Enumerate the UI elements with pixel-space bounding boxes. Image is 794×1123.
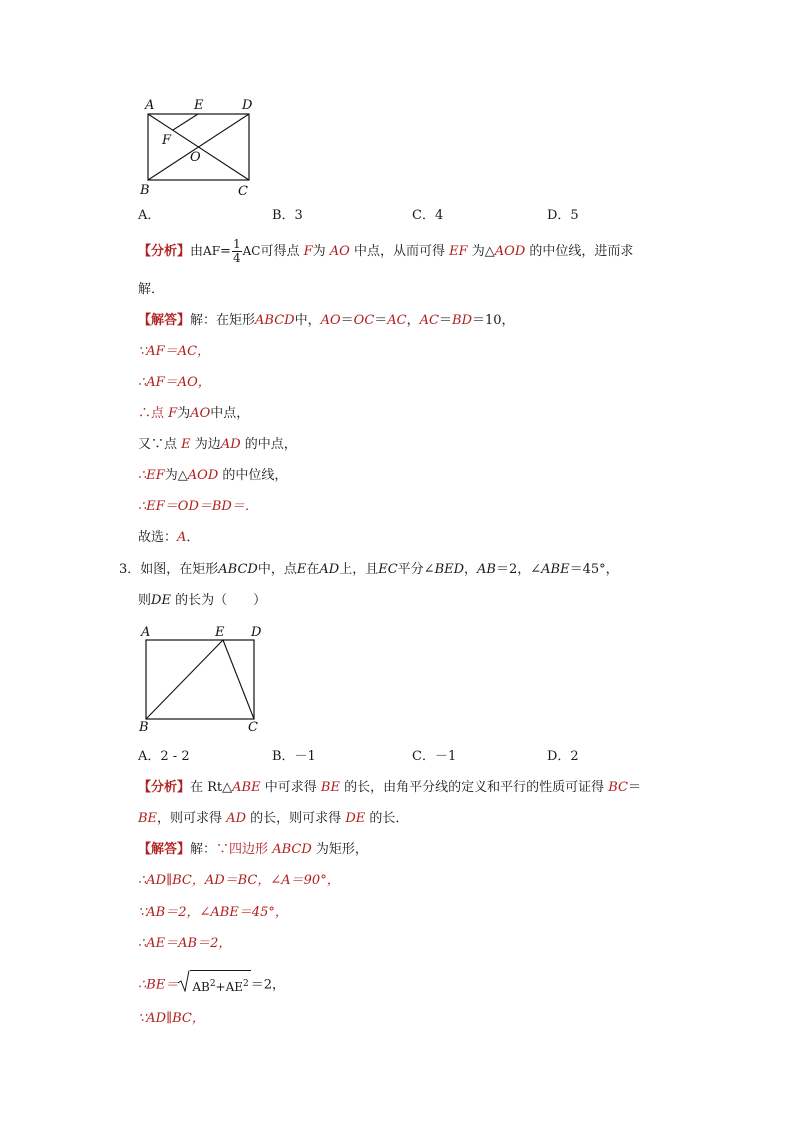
fraction-one-quarter bbox=[232, 238, 242, 264]
label-c: C bbox=[238, 184, 248, 199]
square-root bbox=[178, 970, 250, 1000]
segment-ef bbox=[173, 114, 198, 130]
text: 为 bbox=[177, 406, 191, 421]
figure-rectangle-diagonals bbox=[138, 96, 268, 200]
var: ABCD bbox=[218, 562, 258, 577]
text: 可得点 bbox=[260, 244, 300, 259]
var: EC bbox=[378, 562, 398, 577]
text: ， bbox=[406, 313, 420, 328]
q2-solution-line5 bbox=[138, 438, 297, 451]
var: E bbox=[296, 562, 307, 577]
solution-tag: 【解答】 bbox=[138, 842, 191, 857]
text: 为矩形， bbox=[315, 842, 368, 857]
radicand-ae: +AE bbox=[215, 980, 244, 994]
var: AC bbox=[419, 313, 439, 328]
text: ． bbox=[186, 530, 200, 545]
text: ＝ bbox=[628, 780, 642, 795]
label-b: B bbox=[139, 720, 149, 734]
eq: = bbox=[220, 244, 231, 259]
text: 解： bbox=[190, 842, 217, 857]
text: 的长． bbox=[369, 811, 409, 826]
label-a: A bbox=[145, 98, 155, 113]
var: AD bbox=[220, 437, 241, 452]
text: ＝ bbox=[374, 313, 388, 328]
label-a: A bbox=[141, 625, 151, 640]
af: AF bbox=[203, 244, 221, 258]
text: ＝2，∠ bbox=[496, 562, 542, 577]
var: ABE bbox=[232, 780, 261, 795]
label-b: B bbox=[140, 183, 150, 198]
label-e: E bbox=[194, 98, 204, 113]
var-f: F bbox=[303, 244, 313, 259]
q2-solution-line4 bbox=[138, 407, 249, 420]
var: ∴EF bbox=[138, 468, 165, 483]
text: 解：在矩形 bbox=[190, 313, 256, 328]
label-d: D bbox=[242, 98, 253, 113]
q3-option-a[interactable]: A．2 - 2 bbox=[138, 749, 190, 764]
q2-analysis-line1 bbox=[138, 238, 633, 265]
text: 中， bbox=[294, 313, 321, 328]
var: BD bbox=[452, 313, 472, 328]
figure-rectangle-triangle bbox=[134, 622, 268, 734]
text: 如图，在矩形 bbox=[140, 562, 219, 577]
q3-stem-line2 bbox=[138, 594, 266, 607]
var: ABCD bbox=[272, 842, 312, 857]
var: BC bbox=[608, 780, 628, 795]
var: AO bbox=[320, 313, 341, 328]
var: OC bbox=[353, 313, 375, 328]
q3-analysis-line1 bbox=[138, 781, 641, 794]
text: ＝45°， bbox=[569, 562, 619, 577]
text: ＝10， bbox=[472, 313, 515, 328]
var: ABCD bbox=[255, 313, 295, 328]
text: 上，且 bbox=[339, 562, 379, 577]
var: DE bbox=[151, 593, 171, 608]
var: BE bbox=[138, 811, 158, 826]
text: 中点， bbox=[210, 406, 250, 421]
var: BE bbox=[320, 780, 340, 795]
text: ＝ bbox=[340, 313, 354, 328]
q3-option-b[interactable]: B．－1 bbox=[272, 749, 316, 764]
text: ， bbox=[464, 562, 478, 577]
exponent: 2 bbox=[209, 979, 216, 989]
fraction-numerator: 1 bbox=[232, 237, 241, 252]
q3-solution-line4: ∴AE＝AB＝2， bbox=[138, 936, 232, 951]
q3-option-c[interactable]: C．－1 bbox=[412, 749, 457, 764]
q2-option-b[interactable]: B．3 bbox=[272, 208, 303, 223]
text: ＝2， bbox=[250, 977, 286, 993]
var: AO bbox=[190, 406, 211, 421]
rectangle-abcd bbox=[146, 640, 254, 719]
q3-solution-line6: ∵AD∥BC， bbox=[138, 1011, 205, 1026]
q2-solution-line3: ∴AF＝AO， bbox=[138, 375, 211, 390]
q2-option-d[interactable]: D．5 bbox=[547, 208, 579, 223]
q2-solution-line8 bbox=[138, 531, 199, 544]
q2-option-c[interactable]: C．4 bbox=[412, 208, 444, 223]
text: 的长，则可求得 bbox=[250, 811, 342, 826]
text: 又∵点 bbox=[138, 437, 178, 452]
var: BED bbox=[434, 562, 465, 577]
text: 在 Rt△ bbox=[190, 780, 233, 795]
q3-solution-line3: ∵AB＝2，∠ABE＝45°， bbox=[138, 905, 288, 920]
var-aod: AOD bbox=[494, 244, 526, 259]
var: F bbox=[168, 406, 178, 421]
q2-solution-line6 bbox=[138, 469, 287, 482]
text: 则 bbox=[138, 593, 152, 608]
text: 为△ bbox=[471, 244, 495, 259]
q3-solution-line1 bbox=[138, 843, 368, 856]
text: 的长为（ ） bbox=[175, 593, 267, 608]
text: ∵四边形 bbox=[216, 842, 269, 857]
solution-tag: 【解答】 bbox=[138, 313, 191, 328]
text: 中点，从而可得 bbox=[353, 244, 445, 259]
var: AOD bbox=[187, 468, 219, 483]
var-ef: EF bbox=[449, 244, 468, 259]
var-ao: AO bbox=[329, 244, 350, 259]
q2-solution-line1 bbox=[138, 314, 515, 327]
q3-stem-line1 bbox=[119, 563, 619, 576]
radicand-ab: AB bbox=[192, 980, 210, 994]
text: 平分∠ bbox=[397, 562, 435, 577]
ac: AC bbox=[242, 244, 261, 258]
text: 的中位线， bbox=[222, 468, 288, 483]
label-f: F bbox=[162, 133, 172, 148]
text: 中，点 bbox=[257, 562, 297, 577]
q2-analysis-line2: 解． bbox=[138, 282, 165, 297]
var: DE bbox=[345, 811, 366, 826]
text: 为边 bbox=[194, 437, 221, 452]
text: ∴BE＝ bbox=[138, 977, 179, 993]
q3-solution-line5 bbox=[138, 970, 285, 1000]
segment-ec bbox=[223, 640, 254, 719]
q2-solution-line7: ∴EF＝OD＝BD＝． bbox=[138, 499, 258, 514]
q2-solution-line2: ∵AF＝AC， bbox=[138, 344, 211, 359]
var: AD bbox=[319, 562, 340, 577]
text: 由 bbox=[190, 244, 204, 259]
exponent: 2 bbox=[243, 979, 249, 989]
q3-analysis-line2 bbox=[138, 812, 408, 825]
text: ，则可求得 bbox=[157, 811, 223, 826]
var: AC bbox=[387, 313, 407, 328]
text: 的长，由角平分线的定义和平行的性质可证得 bbox=[344, 780, 605, 795]
segment-be bbox=[146, 640, 223, 719]
fraction-denominator: 4 bbox=[232, 251, 241, 265]
q2-option-a[interactable]: A． bbox=[138, 208, 161, 223]
analysis-tag: 【分析】 bbox=[138, 244, 191, 259]
text: ∴点 bbox=[138, 406, 165, 421]
text: ＝ bbox=[439, 313, 453, 328]
text: 的中点， bbox=[244, 437, 297, 452]
q3-solution-line2: ∴AD∥BC，AD＝BC，∠A＝90°， bbox=[138, 873, 340, 888]
text: 为 bbox=[312, 244, 326, 259]
radicand bbox=[190, 970, 250, 999]
text: 故选： bbox=[138, 530, 178, 545]
text: 为△ bbox=[164, 468, 188, 483]
analysis-tag: 【分析】 bbox=[138, 780, 191, 795]
label-c: C bbox=[248, 720, 258, 734]
answer: A bbox=[177, 530, 187, 545]
text: 中可求得 bbox=[264, 780, 317, 795]
var: ABE bbox=[541, 562, 570, 577]
q3-option-d[interactable]: D．2 bbox=[547, 749, 579, 764]
label-d: D bbox=[251, 625, 262, 640]
var: AD bbox=[226, 811, 247, 826]
label-e: E bbox=[215, 625, 225, 640]
radical-sign-icon bbox=[178, 970, 190, 992]
label-o: O bbox=[190, 150, 201, 165]
var: E bbox=[181, 437, 191, 452]
question-number: 3． bbox=[119, 562, 141, 577]
text: 的中位线，进而求 bbox=[529, 244, 634, 259]
var: AB bbox=[477, 562, 496, 577]
text: 在 bbox=[306, 562, 320, 577]
